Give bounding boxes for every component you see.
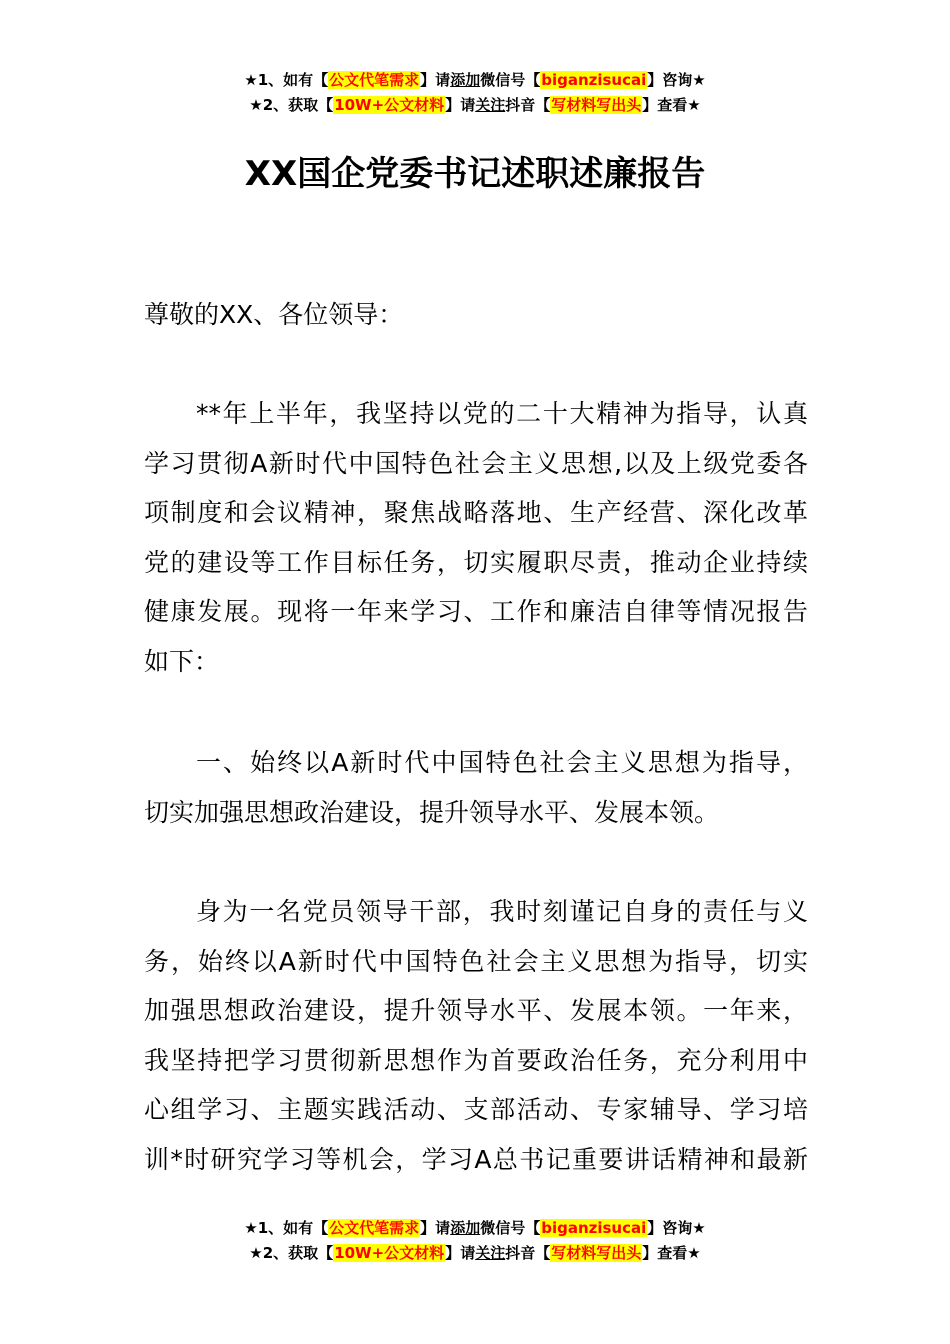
highlight-materials: 10W+公文材料 (334, 1244, 445, 1262)
header-banner (0, 68, 950, 118)
highlight-douyin-account: 写材料写出头 (551, 96, 642, 114)
highlight-douyin-account: 写材料写出头 (551, 1244, 642, 1262)
banner-line-1: ★1、如有【公文代笔需求】请添加微信号【biganzisucai】咨询★ (244, 1219, 706, 1237)
paragraph-section-1: 身为一名党员领导干部，我时刻谨记自身的责任与义 务，始终以A新时代中国特色社会主义思想为指导，切实 加强思想政治建设，提升领导水平、发展本领。一年来， 我坚持把学习贯彻新思想作为首要政治任务，充分利用中 心组学习、主题实践活动、支部活动、专家辅导、学习培 训*时研究学习等机会，学习A总书记重要讲话精神和最新 (144, 897, 808, 1174)
banner-line-1: ★1、如有【公文代笔需求】请添加微信号【biganzisucai】咨询★ (244, 71, 706, 89)
highlight-materials: 10W+公文材料 (334, 96, 445, 114)
salutation: 尊敬的XX、各位领导： (144, 300, 404, 329)
paragraph-intro: **年上半年，我坚持以党的二十大精神为指导，认真 学习贯彻A新时代中国特色社会主义思想,以及上级党委各 项制度和会议精神，聚焦战略落地、生产经营、深化改革 党的建设等工作目标任务，切实履职尽责，推动企业持续 健康发展。现将一年来学习、工作和廉洁自律等情况报告 如下： (144, 399, 808, 676)
banner-line-2: ★2、获取【10W+公文材料】请关注抖音【写材料写出头】查看★ (249, 1244, 701, 1262)
highlight-wechat-id: biganzisucai (541, 1219, 647, 1237)
highlight-service: 公文代笔需求 (329, 71, 420, 89)
footer-banner (0, 1216, 950, 1266)
section-heading-1: 一、始终以A新时代中国特色社会主义思想为指导， 切实加强思想政治建设，提升领导水平、发展本领。 (144, 748, 808, 827)
banner-line-2: ★2、获取【10W+公文材料】请关注抖音【写材料写出头】查看★ (249, 96, 701, 114)
highlight-service: 公文代笔需求 (329, 1219, 420, 1237)
highlight-wechat-id: biganzisucai (541, 71, 647, 89)
document-title: XX国企党委书记述职述廉报告 (244, 154, 706, 194)
